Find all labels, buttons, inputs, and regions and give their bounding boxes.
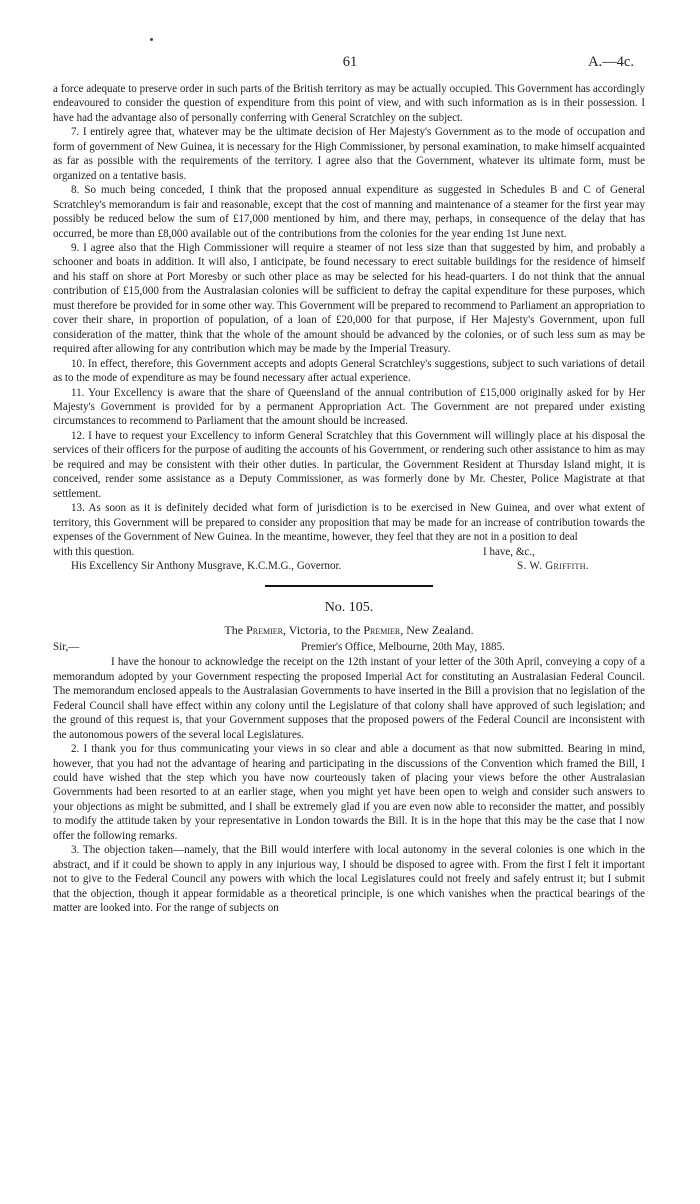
addressee-signature-row [53,559,645,573]
letter-number: No. 105. [324,600,374,616]
letter-closing [53,545,645,559]
closing-text: with this question. [53,545,135,558]
paragraph: 8. So much being conceded, I think that the proposed annual expenditure as suggested in Schedules B and C of General Scratchley's memorandum is fair and reasonable, except that the cost of manning and maintenance of a steamer for the first year may possibly be reduced below the sum of £17,000 mentioned by him, and there may, perhaps, in consequence of the delay that has occurred, be more than £8,000 available out of the contributions from the colonies for the year ending 1st June next. [53,184,645,240]
paragraph: I have the honour to acknowledge the receipt on the 12th instant of your letter of the 30th April, conveying a copy of a memorandum adopted by your Government respecting the proposed Imperial Act for constituting an Australasian Federal Council. The memorandum enclosed appeals to the Australasian Governments to have inserted in the Bill a provision that no legislation of the Federal Council shall have effect within any colony until the Legislature of that colony shall have approved of such legislation; and the ground of this request is, that your Government supposes that the proposed powers of the Federal Council are inconsistent with the autonomous powers of the several local Legislatures. [53,656,645,741]
section-divider [265,585,433,587]
page-number: 61 [342,54,358,70]
route-text: , New Zealand. [400,623,474,638]
salutation-row [53,640,645,655]
paragraph: 7. I entirely agree that, whatever may be the ultimate decision of Her Majesty's Government as to the mode of occupation and form of government of New Guinea, it is necessary for the High Commissioner, by personal examination, to make himself acquainted as far as possible with the requirements of the territory. I agree also that the Government, whatever its ultimate form, must be organized on a tentative basis. [53,126,645,182]
route-text: , Victoria, to the [282,623,364,638]
paragraph: 9. I agree also that the High Commissioner will require a steamer of not less size than that suggested by him, and probably a schooner and boats in addition. It will also, I anticipate, be found necessary to erect suitable buildings for the residence of himself and his staff on shore at Port Moresby or such other place as may be selected for his head-quarters. I do not think that the annual contribution of £15,000 from the Australasian colonies will be sufficient to defray the capital expenditure for these purposes, which must therefore be provided for in some other way. This Government will be prepared to recommend to Parliament an appropriation to cover their share, in proportion of population, of a loan of £20,000 for that purpose, if Her Majesty's Government, upon full consideration of the matter, think that the whole of the amount should be advanced by the colonies, or of such less sum as may be required after allowing for any contribution which may be made by the Imperial Treasury. [53,241,645,356]
paragraph: 10. In effect, therefore, this Government accepts and adopts General Scratchley's suggestions, subject to such variations of detail as to the mode of expenditure as may be found necessary after actual experience. [53,357,645,385]
signature: S. W. Griffith. [517,559,589,572]
salutation: Sir,— [53,641,80,654]
paragraph: 2. I thank you for thus communicating your views in so clear and able a document as that now submitted. Bearing in mind, however, that you had not the advantage of hearing and participating in the discussions of the Convention which framed the Bill, I could have wished that the step which you have now courteously taken of placing your views before the other Australasian Governments had been resorted to at an earlier stage, when you might yet have been open to weigh and consider such answers to your objections as might be submitted, and I shall be extremely glad if you are even now able to reconsider the matter, and possibly to modify the attitude taken by your representative in London towards the Bill. It is in the hope that this may be the case that I now offer the following remarks. [53,743,645,842]
paragraph: 3. The objection taken—namely, that the Bill would interfere with local autonomy in the several colonies is one which in the abstract, and if it could be shown to apply in any injurious way, I should be disposed to agree with. From the first I felt it important not to give to the Federal Council any powers with which the local Legislatures could not freely and safely entrust it; but I submit that the objection, though it appear formidable as a theoretical principle, is one which vanishes when the practical bearings of the matter are looked into. For the range of subjects on [53,844,645,915]
paragraph: a force adequate to preserve order in such parts of the British territory as may be actually occupied. This Government has accordingly endeavoured to consider the question of expenditure from this point of view, and with such information as is in their possession. I have had the advantage also of personally conferring with General Scratchley on the subject. [53,83,645,124]
place-date: Premier's Office, Melbourne, 20th May, 1885. [301,641,505,654]
letter-route [53,622,645,638]
document-body [53,82,645,916]
page-speck [150,38,153,41]
route-title: Premier [363,623,401,638]
paragraph: 11. Your Excellency is aware that the share of Queensland of the annual contribution of £15,000 originally asked for by Her Majesty's Government is provided for by a permanent Appropriation Act. The Government are not prepared under existing circumstances to recommend to Parliament that the amount should be increased. [53,386,645,428]
addressee: His Excellency Sir Anthony Musgrave, K.C.M.G., Governor. [71,559,342,572]
route-title: Premier [246,623,283,638]
paragraph: 13. As soon as it is definitely decided what form of jurisdiction is to be exercised in New Guinea, and over what extent of territory, this Government will be prepared to consider any proposition that may be made for an increase of contribution towards the expenses of the Government of New Guinea. In the meantime, however, they feel that they are not in a position to deal [53,502,645,544]
closing-formula: I have, &c., [483,545,535,558]
paragraph: 12. I have to request your Excellency to inform General Scratchley that this Government will willingly place at his disposal the services of their officers for the purpose of auditing the accounts of his Government, or rendering such other assistance to him as may be required and may be consistent with their other duties. In particular, the Government Resident at Thursday Island might, it is conceived, render some assistance as a Deputy Commissioner, as was formerly done by Mr. Chester, Police Magistrate at that settlement. [53,429,645,500]
document-reference: A.—4c. [588,54,634,70]
route-text: The [224,623,247,638]
